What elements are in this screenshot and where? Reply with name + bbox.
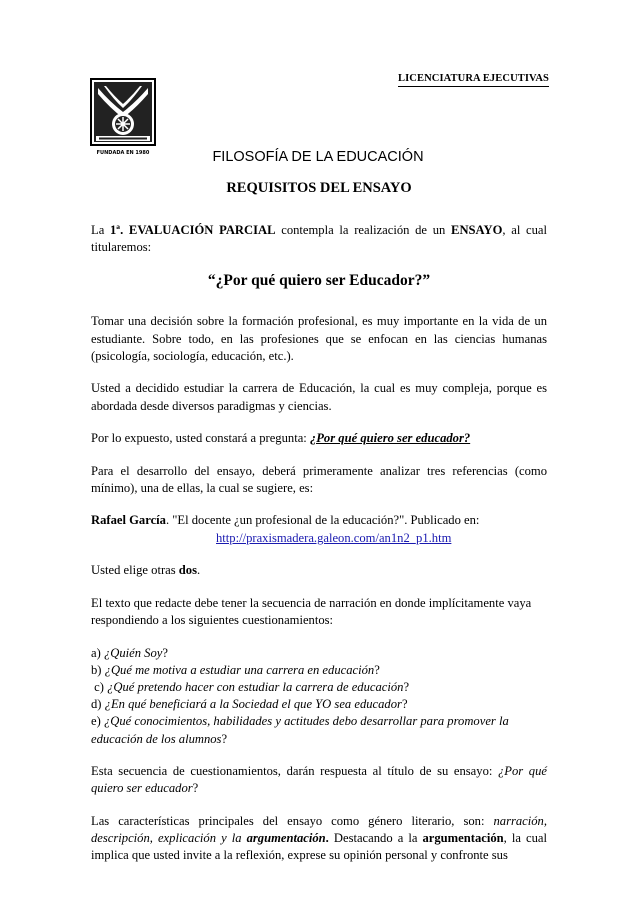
paragraph-1: Tomar una decisión sobre la formación profesional, es muy importante en la vida de un estudiante. Sobre todo, en las profesiones que se enfocan en las ciencias humanas (psicología, sociología, educación, etc.).	[91, 314, 547, 364]
paragraph-3: Por lo expuesto, usted constará a pregunta: ¿Por qué quiero ser educador?	[91, 431, 471, 446]
list-item: d) ¿En qué beneficiará a la Sociedad el que YO sea educador?	[91, 697, 408, 712]
paragraph-7: Esta secuencia de cuestionamientos, darán respuesta al título de su ensayo: ¿Por qué quiero ser educador?	[91, 763, 547, 796]
paragraph-5: Usted elige otras dos.	[91, 563, 201, 578]
page-title: FILOSOFÍA DE LA EDUCACIÓN	[212, 149, 424, 165]
list-item: b) ¿Qué me motiva a estudiar una carrera en educación?	[91, 662, 380, 677]
reference: Rafael García. "El docente ¿un profesional de la educación?". Publicado en: http://praxismadera.galeon.com/an1n2_p1.htm	[91, 513, 480, 545]
page-subtitle: REQUISITOS DEL ENSAYO	[226, 180, 412, 196]
questions-list	[91, 645, 547, 748]
paragraph-8: Las características principales del ensayo como género literario, son: narración, descripción, explicación y la argumentación. Destacando a la argumentación, la cual implica que usted invite a la reflexión, exprese su opinión personal y confronte sus	[91, 813, 547, 863]
reference-link[interactable]: http://praxismadera.galeon.com/an1n2_p1.htm	[216, 530, 452, 545]
intro-paragraph: La 1ª. EVALUACIÓN PARCIAL contempla la realización de un ENSAYO, al cual titularemos:	[91, 223, 548, 255]
paragraph-4: Para el desarrollo del ensayo, deberá primeramente analizar tres referencias (como mínimo), una de ellas, la cual se sugiere, es:	[91, 463, 547, 496]
paragraph-2: Usted a decidido estudiar la carrera de Educación, la cual es muy compleja, porque es abordada desde diversos paradigmas y ciencias.	[91, 381, 547, 413]
paragraph-6: El texto que redacte debe tener la secuencia de narración en donde implícitamente vaya respondiendo a los siguientes cuestionamientos:	[91, 595, 532, 628]
university-seal-logo	[90, 78, 156, 158]
list-item: e) ¿Qué conocimientos, habilidades y actitudes debo desarrollar para promover la educación de los alumnos?	[91, 714, 509, 746]
list-item: c) ¿Qué pretendo hacer con estudiar la carrera de educación?	[91, 679, 410, 694]
essay-title: “¿Por qué quiero ser Educador?”	[207, 271, 431, 289]
document-body	[91, 222, 547, 880]
svg-text:FUNDADA EN 1980: FUNDADA EN 1980	[96, 150, 150, 156]
program-label: LICENCIATURA EJECUTIVAS	[398, 73, 549, 87]
list-item: a) ¿Quién Soy?	[91, 645, 168, 660]
key-question: ¿Por qué quiero ser educador?	[309, 431, 471, 446]
